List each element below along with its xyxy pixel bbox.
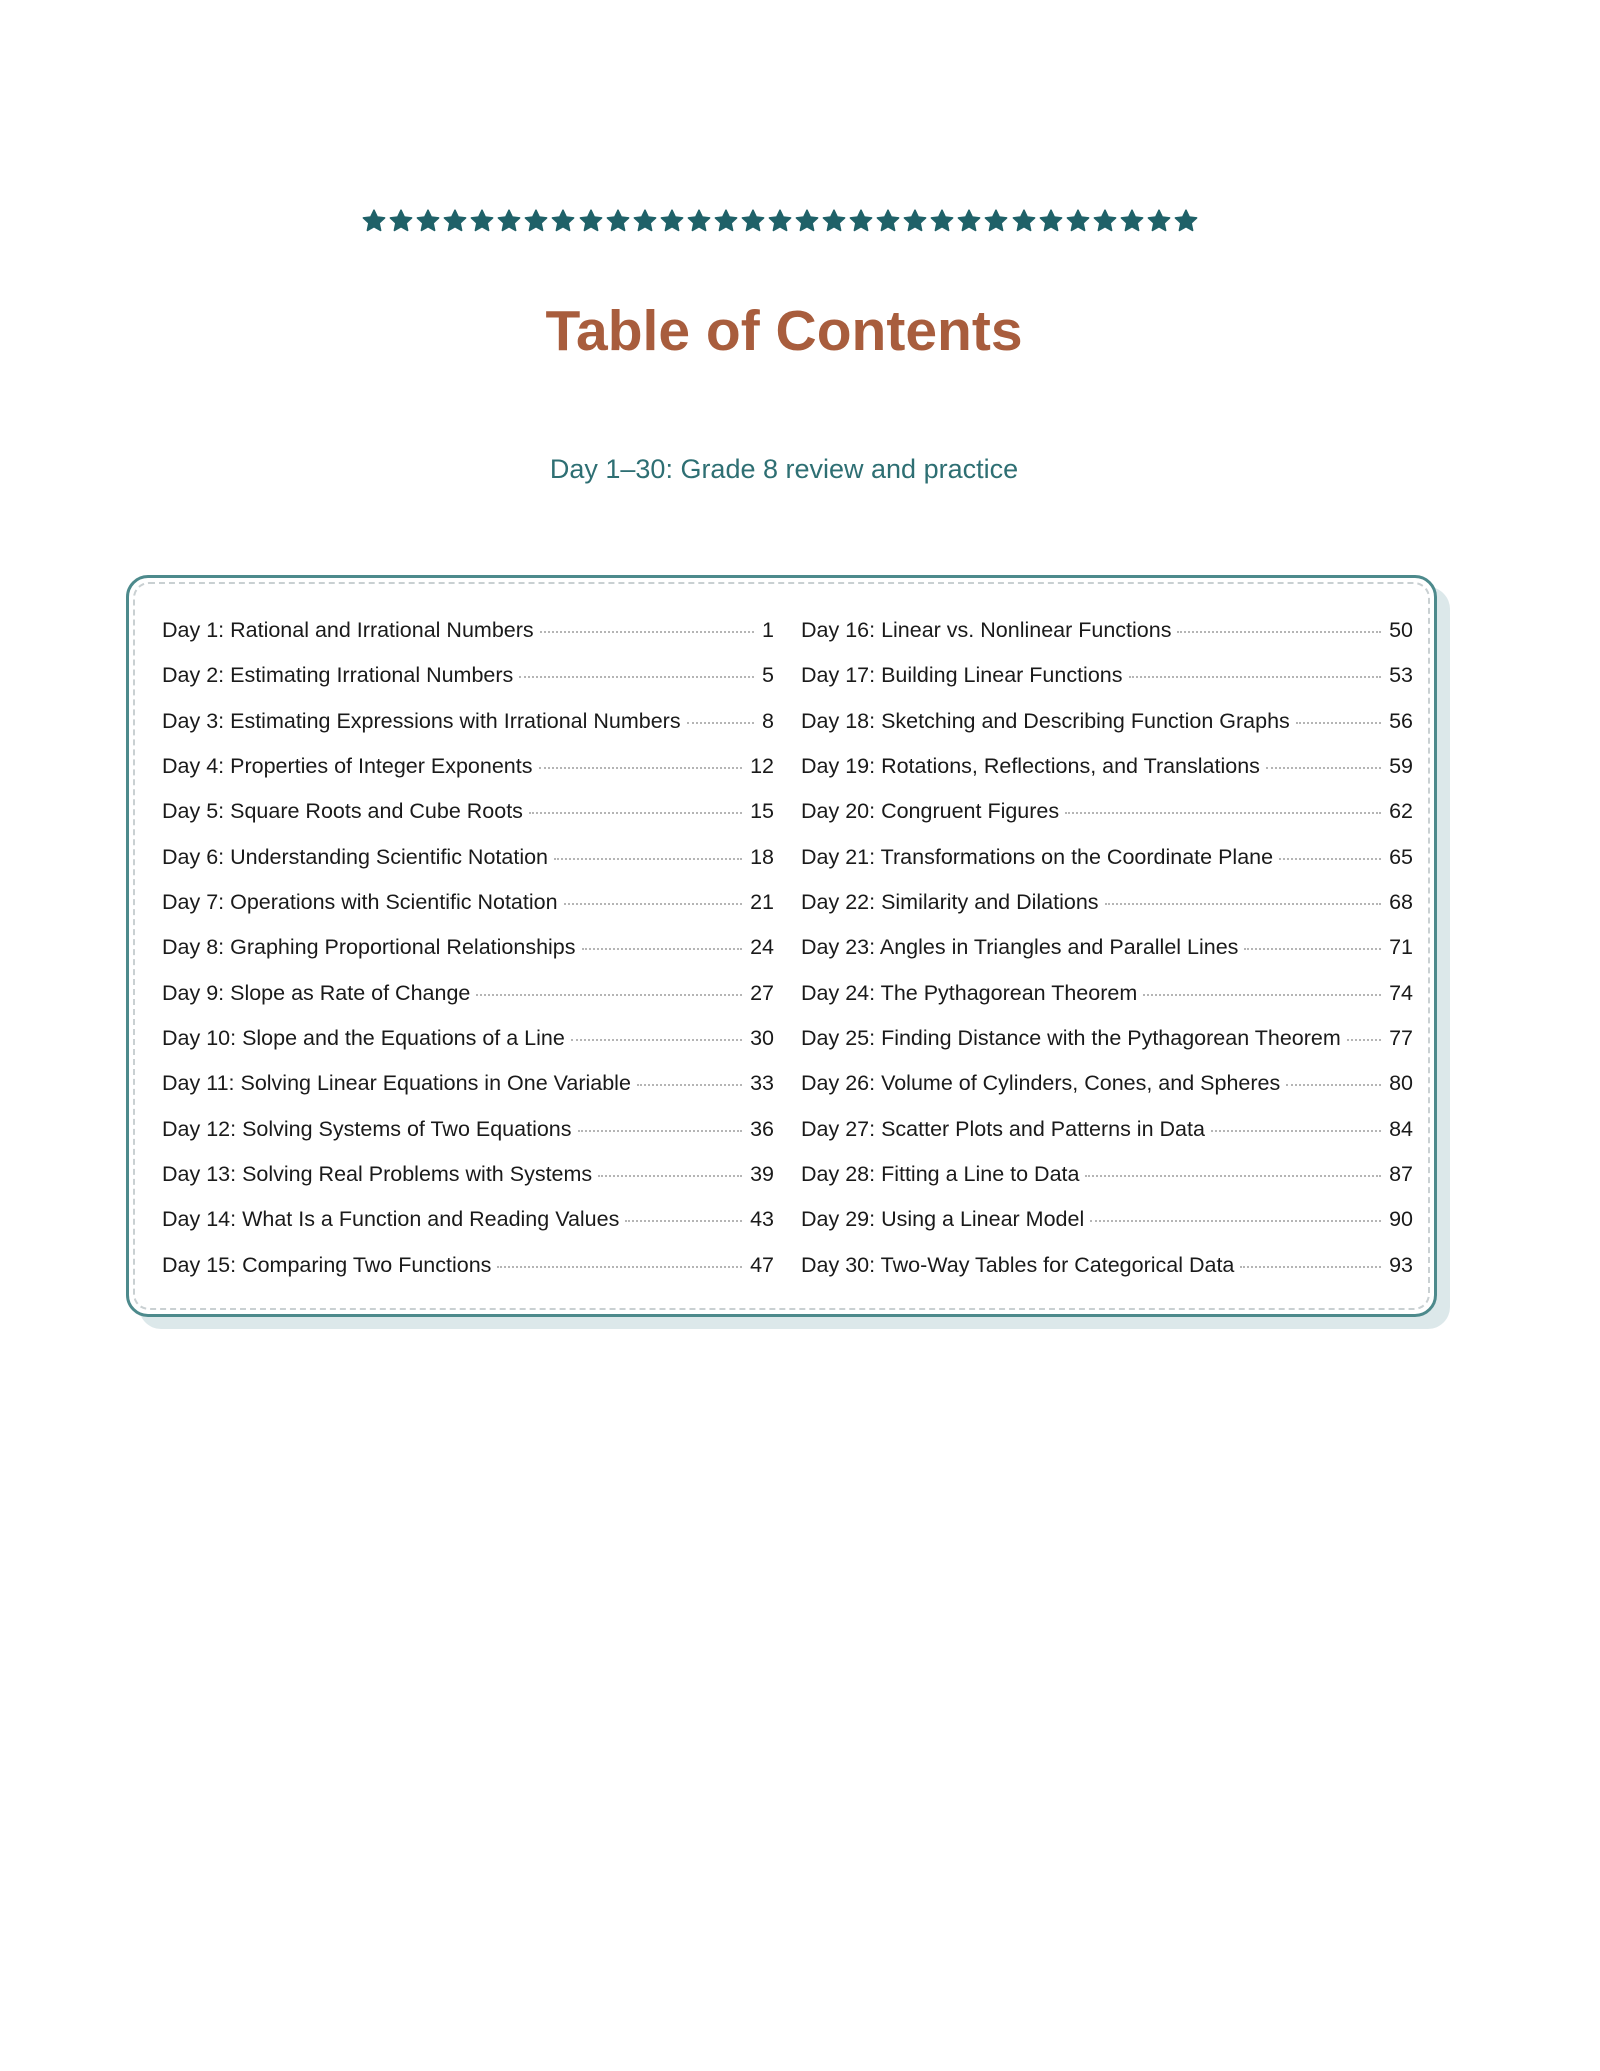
toc-entry [801,1253,1413,1298]
toc-dot-leader [1211,1130,1381,1132]
star-icon [443,209,467,233]
toc-entry [801,845,1413,890]
toc-entry-label: Day 27: Scatter Plots and Patterns in Data [801,1116,1205,1141]
star-icon [633,209,657,233]
toc-entry [162,663,774,708]
toc-entry [162,618,774,663]
toc-entry-label: Day 28: Fitting a Line to Data [801,1162,1080,1187]
star-icon [524,209,548,233]
toc-dot-leader [1143,994,1381,996]
toc-entry-page: 33 [750,1071,774,1096]
toc-left-column [162,618,774,1298]
toc-entry [162,1026,774,1071]
toc-dot-leader [1085,1175,1381,1177]
toc-entry-label: Day 10: Slope and the Equations of a Line [162,1026,565,1051]
toc-entry-page: 93 [1389,1252,1413,1277]
toc-entry-page: 12 [750,754,774,779]
toc-entry [801,1117,1413,1162]
toc-entry-page: 30 [750,1026,774,1051]
toc-dot-leader [539,767,743,769]
toc-dot-leader [598,1175,742,1177]
toc-entry-label: Day 13: Solving Real Problems with Systems [162,1162,593,1187]
star-icon [930,209,954,233]
toc-entry-label: Day 14: What Is a Function and Reading Values [162,1207,620,1232]
star-icon [416,209,440,233]
toc-dot-leader [571,1039,742,1041]
toc-entry [162,754,774,799]
page-title: Table of Contents [545,299,1023,363]
toc-entry [162,1253,774,1298]
star-icon [1120,209,1144,233]
star-icon [741,209,765,233]
toc-entry [801,663,1413,708]
toc-dot-leader [578,1130,743,1132]
toc-entry-label: Day 7: Operations with Scientific Notation [162,890,558,915]
toc-entry-page: 27 [750,980,774,1005]
toc-entry-label: Day 9: Slope as Rate of Change [162,980,471,1005]
toc-entry [801,799,1413,844]
toc-entry [162,1117,774,1162]
toc-entry-page: 59 [1389,754,1413,779]
toc-entry-page: 87 [1389,1162,1413,1187]
toc-entry-label: Day 19: Rotations, Reflections, and Translations [801,754,1260,779]
toc-dot-leader [1296,722,1381,724]
star-icon [551,209,575,233]
toc-entry-page: 62 [1389,799,1413,824]
toc-entry [162,981,774,1026]
toc-dot-leader [1286,1084,1381,1086]
toc-entry-page: 8 [762,708,774,733]
toc-entry [801,754,1413,799]
toc-entry-label: Day 17: Building Linear Functions [801,663,1123,688]
toc-entry-label: Day 21: Transformations on the Coordinate Plane [801,844,1274,869]
toc-entry [801,1207,1413,1252]
toc-entry-page: 5 [762,663,774,688]
toc-dot-leader [497,1266,742,1268]
toc-dot-leader [1129,676,1382,678]
toc-entry-page: 65 [1389,844,1413,869]
toc-entry-label: Day 11: Solving Linear Equations in One Variable [162,1071,631,1096]
toc-dot-leader [1279,858,1381,860]
toc-entry-label: Day 23: Angles in Triangles and Parallel Lines [801,935,1239,960]
toc-entry [162,1071,774,1116]
toc-dot-leader [1240,1266,1381,1268]
page-subtitle: Day 1–30: Grade 8 review and practice [549,454,1019,484]
star-icon [984,209,1008,233]
toc-dot-leader [1266,767,1381,769]
toc-entry-page: 24 [750,935,774,960]
toc-entry-page: 50 [1389,618,1413,642]
toc-entry-label: Day 4: Properties of Integer Exponents [162,754,533,779]
toc-entry-label: Day 2: Estimating Irrational Numbers [162,663,514,688]
toc-entry-page: 15 [750,799,774,824]
toc-entry-label: Day 29: Using a Linear Model [801,1207,1085,1232]
toc-entry-label: Day 12: Solving Systems of Two Equations [162,1116,572,1141]
toc-entry [801,890,1413,935]
toc-entry [801,1026,1413,1071]
toc-entry-label: Day 26: Volume of Cylinders, Cones, and Spheres [801,1071,1281,1096]
star-divider [362,207,1198,235]
toc-entry [162,935,774,980]
toc-dot-leader [1065,812,1381,814]
toc-dot-leader [1347,1039,1381,1041]
toc-entry-page: 68 [1389,890,1413,915]
star-icon [687,209,711,233]
toc-dot-leader [1105,903,1382,905]
toc-entry-page: 47 [750,1252,774,1277]
star-icon [1012,209,1036,233]
toc-entry-page: 90 [1389,1207,1413,1232]
star-icon [497,209,521,233]
toc-dot-leader [519,676,754,678]
toc-entry-label: Day 24: The Pythagorean Theorem [801,980,1138,1005]
toc-entry-page: 18 [750,844,774,869]
star-icon [768,209,792,233]
toc-right-column [801,618,1413,1298]
toc-entry-label: Day 3: Estimating Expressions with Irrational Numbers [162,708,681,733]
toc-entry [801,981,1413,1026]
toc-entry-label: Day 16: Linear vs. Nonlinear Functions [801,618,1172,642]
star-icon [822,209,846,233]
star-icon [903,209,927,233]
toc-dot-leader [1090,1220,1381,1222]
toc-entry-page: 77 [1389,1026,1413,1051]
star-icon [1093,209,1117,233]
toc-dot-leader [476,994,742,996]
toc-entry-page: 21 [750,890,774,915]
toc-entry-label: Day 6: Understanding Scientific Notation [162,844,549,869]
toc-entry-page: 36 [750,1116,774,1141]
toc-entry [162,890,774,935]
star-icon [714,209,738,233]
toc-entry-page: 74 [1389,980,1413,1005]
toc-dot-leader [529,812,742,814]
star-icon [795,209,819,233]
toc-entry [801,709,1413,754]
toc-dot-leader [540,631,754,633]
toc-dot-leader [582,948,743,950]
toc-entry-label: Day 5: Square Roots and Cube Roots [162,799,523,824]
toc-entry-page: 84 [1389,1116,1413,1141]
toc-entry-page: 80 [1389,1071,1413,1096]
toc-dot-leader [1177,631,1381,633]
toc-entry [162,845,774,890]
toc-entry-label: Day 15: Comparing Two Functions [162,1252,492,1277]
toc-dot-leader [1244,948,1381,950]
star-icon [1066,209,1090,233]
toc-entry-label: Day 1: Rational and Irrational Numbers [162,618,534,642]
star-icon [660,209,684,233]
toc-dot-leader [687,722,754,724]
toc-entry-page: 56 [1389,708,1413,733]
toc-dot-leader [564,903,743,905]
toc-entry [801,1162,1413,1207]
star-icon [579,209,603,233]
star-icon [1039,209,1063,233]
toc-dot-leader [637,1084,742,1086]
toc-entry-page: 71 [1389,935,1413,960]
toc-entry-label: Day 25: Finding Distance with the Pythagorean Theorem [801,1026,1341,1051]
star-icon [606,209,630,233]
toc-entry-label: Day 30: Two-Way Tables for Categorical Data [801,1252,1235,1277]
toc-entry-label: Day 18: Sketching and Describing Function Graphs [801,708,1290,733]
toc-entry-page: 1 [762,618,774,642]
toc-entry [162,1207,774,1252]
toc-entry-label: Day 8: Graphing Proportional Relationships [162,935,576,960]
toc-entry [162,799,774,844]
star-icon [849,209,873,233]
toc-entry [801,1071,1413,1116]
star-icon [389,209,413,233]
star-icon [362,209,386,233]
toc-dot-leader [554,858,742,860]
star-icon [876,209,900,233]
toc-entry [801,935,1413,980]
toc-entry [801,618,1413,663]
toc-entry-page: 53 [1389,663,1413,688]
star-icon [1147,209,1171,233]
toc-entry-page: 39 [750,1162,774,1187]
star-icon [957,209,981,233]
toc-entry [162,1162,774,1207]
star-icon [1174,209,1198,233]
toc-entry-label: Day 20: Congruent Figures [801,799,1060,824]
toc-entry [162,709,774,754]
toc-entry-page: 43 [750,1207,774,1232]
toc-entry-label: Day 22: Similarity and Dilations [801,890,1099,915]
star-icon [470,209,494,233]
toc-dot-leader [625,1220,742,1222]
